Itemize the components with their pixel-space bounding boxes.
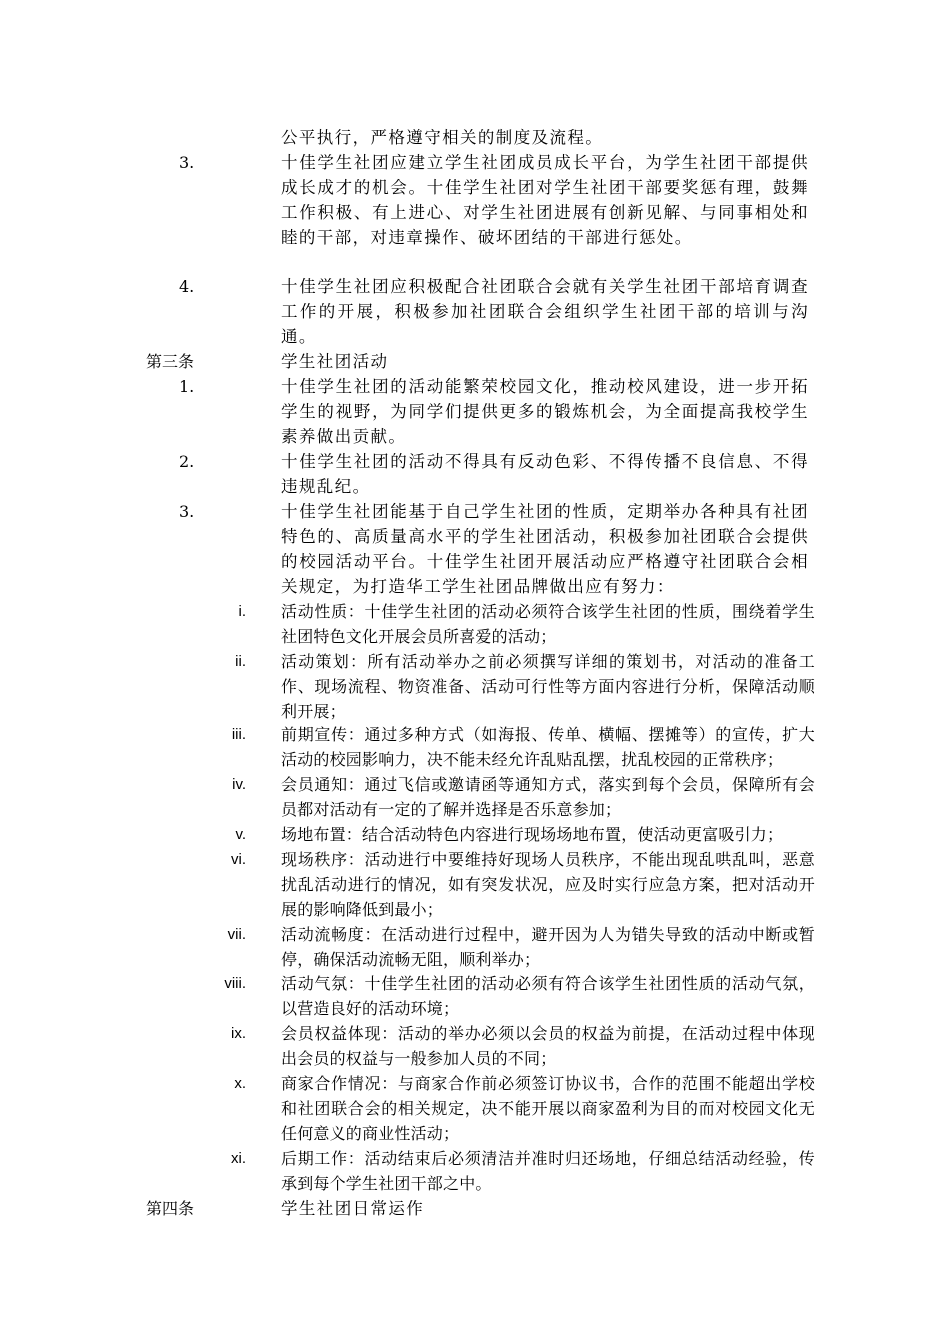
sub-item-text: 活动流畅度：在活动进行过程中，避开因为人为错失导致的活动中断或暂停，确保活动流畅无阻，顺利举办；: [281, 925, 815, 969]
roman-numeral: ii.: [235, 653, 246, 670]
roman-numeral: v.: [235, 826, 246, 843]
roman-numeral: iv.: [232, 776, 246, 793]
item-text: 十佳学生社团的活动不得具有反动色彩、不得传播不良信息、不得违规乱纪。: [281, 452, 809, 496]
sub-item-text: 活动策划：所有活动举办之前必须撰写详细的策划书，对活动的准备工作、现场流程、物资准备、活动可行性等方面内容进行分析，保障活动顺利开展；: [281, 652, 815, 721]
item-text: 十佳学生社团能基于自己学生社团的性质，定期举办各种具有社团特色的、高质量高水平的学生社团活动，积极参加社团联合会提供的校园活动平台。十佳学生社团开展活动应严格遵守社团联合会相关规定，为打造华工学生社团品牌做出应有努力：: [281, 502, 809, 596]
roman-numeral: viii.: [224, 975, 246, 992]
item-number: 4.: [179, 277, 195, 296]
sub-item-text: 现场秩序：活动进行中要维持好现场人员秩序，不能出现乱哄乱叫，恶意扰乱活动进行的情况，如有突发状况，应及时实行应急方案，把对活动开展的影响降低到最小；: [281, 850, 815, 919]
article-number: 第三条: [146, 352, 195, 371]
roman-numeral: x.: [234, 1075, 246, 1092]
roman-numeral: ix.: [231, 1025, 246, 1042]
article-number: 第四条: [146, 1199, 195, 1218]
sub-item-text: 后期工作：活动结束后必须清洁并准时归还场地，仔细总结活动经验，传承到每个学生社团干部之中。: [281, 1149, 815, 1193]
sub-item-text: 活动性质：十佳学生社团的活动必须符合该学生社团的性质，围绕着学生社团特色文化开展会员所喜爱的活动；: [281, 602, 815, 646]
sub-item-text: 会员通知：通过飞信或邀请函等通知方式，落实到每个会员，保障所有会员都对活动有一定的了解并选择是否乐意参加；: [281, 775, 815, 819]
sub-item-text: 前期宣传：通过多种方式（如海报、传单、横幅、摆摊等）的宣传，扩大活动的校园影响力，决不能未经允许乱贴乱摆，扰乱校园的正常秩序；: [281, 725, 815, 769]
item-number: 3.: [179, 153, 195, 172]
sub-item-text: 商家合作情况：与商家合作前必须签订协议书，合作的范围不能超出学校和社团联合会的相关规定，决不能开展以商家盈利为目的而对校园文化无任何意义的商业性活动；: [281, 1074, 815, 1143]
article-title: 学生社团活动: [281, 352, 389, 371]
roman-numeral: vi.: [231, 851, 246, 868]
item-text: 十佳学生社团应积极配合社团联合会就有关学生社团干部培育调查工作的开展，积极参加社团联合会组织学生社团干部的培训与沟通。: [281, 277, 809, 346]
article-title: 学生社团日常运作: [281, 1199, 425, 1218]
item-number: 1.: [179, 377, 195, 396]
sub-item-text: 场地布置：结合活动特色内容进行现场场地布置，使活动更富吸引力；: [281, 825, 784, 844]
item-number: 3.: [179, 502, 195, 521]
item-text: 十佳学生社团的活动能繁荣校园文化，推动校风建设，进一步开拓学生的视野，为同学们提供更多的锻炼机会，为全面提高我校学生素养做出贡献。: [281, 377, 809, 446]
paragraph-text: 公平执行，严格遵守相关的制度及流程。: [281, 128, 604, 147]
sub-item-text: 活动气氛：十佳学生社团的活动必须有符合该学生社团性质的活动气氛，以营造良好的活动环境；: [281, 974, 815, 1018]
item-text: 十佳学生社团应建立学生社团成员成长平台，为学生社团干部提供成长成才的机会。十佳学生社团对学生社团干部要奖惩有理，鼓舞工作积极、有上进心、对学生社团进展有创新见解、与同事相处和睦的干部，对违章操作、破坏团结的干部进行惩处。: [281, 153, 809, 247]
item-number: 2.: [179, 452, 195, 471]
roman-numeral: iii.: [231, 726, 246, 743]
roman-numeral: vii.: [227, 926, 246, 943]
sub-item-text: 会员权益体现：活动的举办必须以会员的权益为前提，在活动过程中体现出会员的权益与一般参加人员的不同；: [281, 1024, 815, 1068]
roman-numeral: i.: [238, 603, 246, 620]
roman-numeral: xi.: [231, 1150, 246, 1167]
